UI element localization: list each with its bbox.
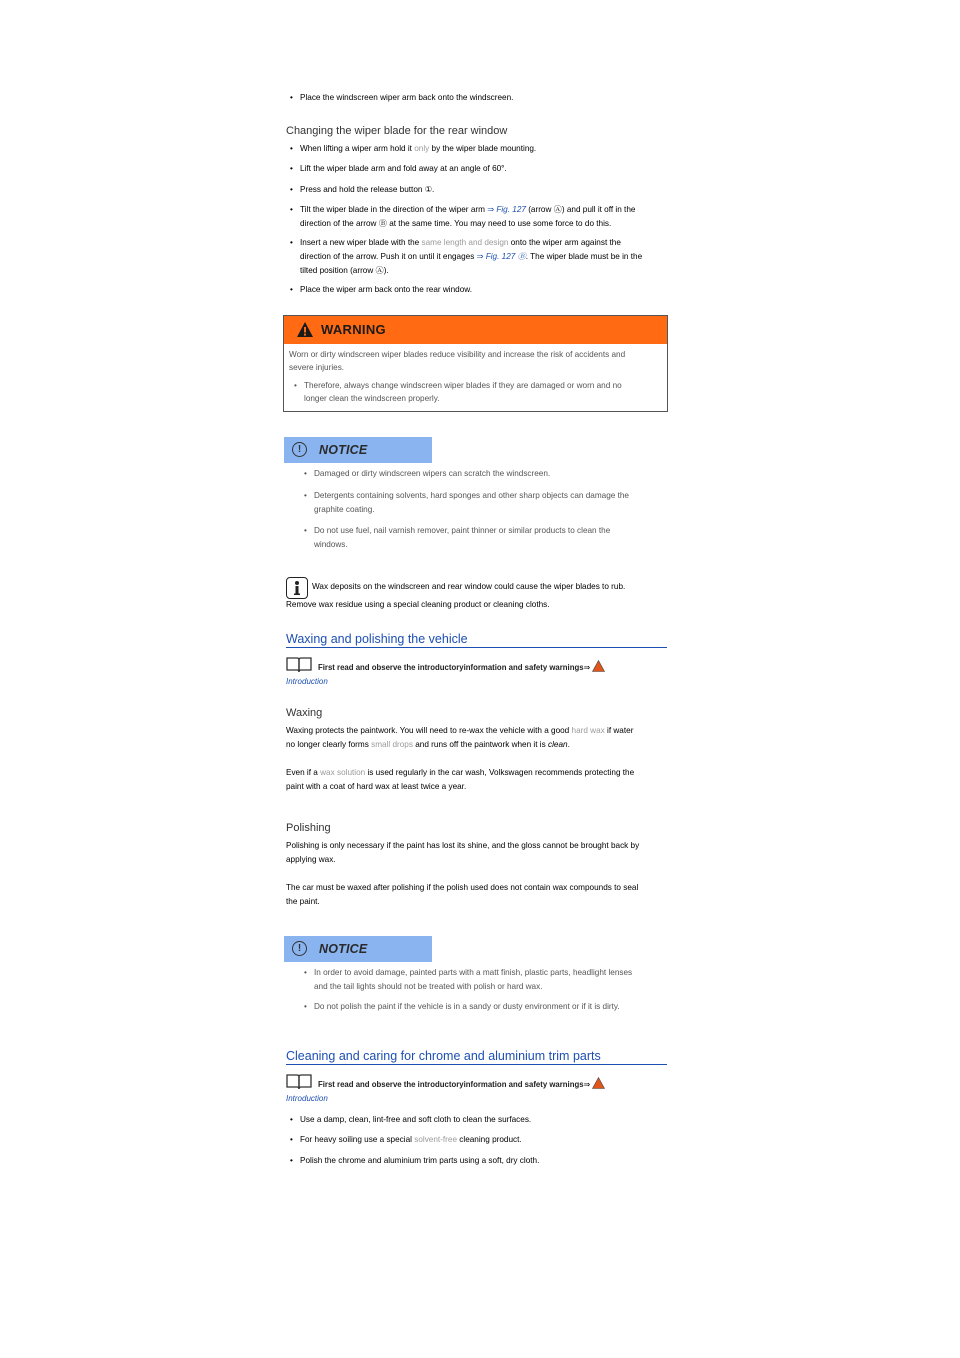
notice1-bullet-2: • Detergents containing solvents, hard sponges and other sharp objects can damage the graphite coating.	[314, 489, 684, 517]
open-book-icon	[286, 656, 312, 673]
waxing-paragraph-2: Even if a wax solution is used regularly in the car wash, Volkswagen recommends protecting the paint with a coat of hard wax at least twice a year.	[286, 768, 635, 791]
first-read-note-waxing: First read and observe the introductoryinformation and safety warnings⇒	[318, 660, 605, 672]
warning-title: WARNING	[321, 322, 386, 337]
chrome-bullet-1: • Use a damp, clean, lint-free and soft cloth to clean the surfaces.	[300, 1113, 670, 1127]
info-i-icon	[286, 577, 308, 599]
rear-bullet-1: • When lifting a wiper arm hold it only by the wiper blade mounting.	[300, 142, 670, 156]
warning-triangle-icon	[592, 660, 605, 672]
chrome-bullet-2: • For heavy soiling use a special solvent-free cleaning product.	[300, 1133, 670, 1147]
notice-header-2	[284, 936, 432, 962]
rear-bullet-6: • Place the wiper arm back onto the rear window.	[300, 283, 670, 297]
open-book-icon	[286, 1073, 312, 1090]
introduction-link-waxing[interactable]: Introduction	[286, 677, 328, 686]
heading-waxing-polishing: Waxing and polishing the vehicle	[286, 631, 667, 648]
subheading-polishing: Polishing	[286, 822, 331, 834]
rear-bullet-5: • Insert a new wiper blade with the same length and design onto the wiper arm against the direction of the arrow. Push it on until it engages ⇒ Fig. 127 Ⓑ. The wiper blade must be in the tilted position (arrow Ⓐ).	[300, 236, 670, 278]
heading-chrome-aluminium: Cleaning and caring for chrome and aluminium trim parts	[286, 1048, 667, 1065]
notice2-bullet-1: • In order to avoid damage, painted parts with a matt finish, plastic parts, headlight lenses and the tail lights should not be treated with polish or hard wax.	[314, 966, 684, 994]
notice-title-2: NOTICE	[319, 942, 368, 956]
info-line-2: Remove wax residue using a special cleaning product or cleaning cloths.	[286, 600, 550, 609]
rear-bullet-4: • Tilt the wiper blade in the direction of the wiper arm ⇒ Fig. 127 (arrow Ⓐ) and pull it off in the direction of the arrow Ⓑ at the same time. You may need to use some force to do this.	[300, 203, 670, 231]
exclamation-circle-icon: !	[292, 941, 307, 956]
introduction-link-chrome[interactable]: Introduction	[286, 1094, 328, 1103]
top-bullet: • Place the windscreen wiper arm back onto the windscreen.	[300, 91, 670, 105]
warning-bullet: • Therefore, always change windscreen wiper blades if they are damaged or worn and no longer clean the windscreen properly.	[304, 379, 674, 405]
subheading-waxing: Waxing	[286, 707, 323, 719]
notice2-bullet-2: • Do not polish the paint if the vehicle is in a sandy or dusty environment or if it is dirty.	[314, 1000, 684, 1014]
rear-bullet-2: • Lift the wiper blade arm and fold away at an angle of 60°.	[300, 162, 670, 176]
polishing-paragraph-2: The car must be waxed after polishing if the polish used does not contain wax compounds to seal the paint.	[286, 883, 639, 906]
warning-header	[284, 316, 667, 344]
exclamation-circle-icon: !	[292, 442, 307, 457]
warning-box	[283, 315, 668, 412]
rear-bullet-3: • Press and hold the release button ①.	[300, 183, 670, 197]
fig-127-link[interactable]: ⇒ Fig. 127	[487, 205, 526, 214]
info-line-1: Wax deposits on the windscreen and rear window could cause the wiper blades to rub.	[312, 582, 626, 591]
notice-title-1: NOTICE	[319, 443, 368, 457]
warning-triangle-icon	[592, 1077, 605, 1089]
chrome-bullet-3: • Polish the chrome and aluminium trim parts using a soft, dry cloth.	[300, 1154, 670, 1168]
heading-rear-wiper: Changing the wiper blade for the rear window	[286, 125, 508, 137]
fig-127b-link[interactable]: ⇒ Fig. 127 Ⓑ	[476, 252, 526, 261]
warning-text: Worn or dirty windscreen wiper blades reduce visibility and increase the risk of accidents and severe injuries.	[289, 350, 626, 372]
polishing-paragraph-1: Polishing is only necessary if the paint has lost its shine, and the gloss cannot be brought back by applying wax.	[286, 841, 640, 864]
warning-triangle-icon	[296, 321, 314, 338]
notice-header-1	[284, 437, 432, 463]
notice1-bullet-1: • Damaged or dirty windscreen wipers can scratch the windscreen.	[314, 467, 684, 481]
first-read-note-chrome: First read and observe the introductoryinformation and safety warnings⇒	[318, 1077, 605, 1089]
waxing-paragraph-1: Waxing protects the paintwork. You will need to re-wax the vehicle with a good hard wax if water no longer clearly forms small drops and runs off the paintwork when it is clean.	[286, 726, 634, 749]
notice1-bullet-3: • Do not use fuel, nail varnish remover, paint thinner or similar products to clean the windows.	[314, 524, 684, 552]
